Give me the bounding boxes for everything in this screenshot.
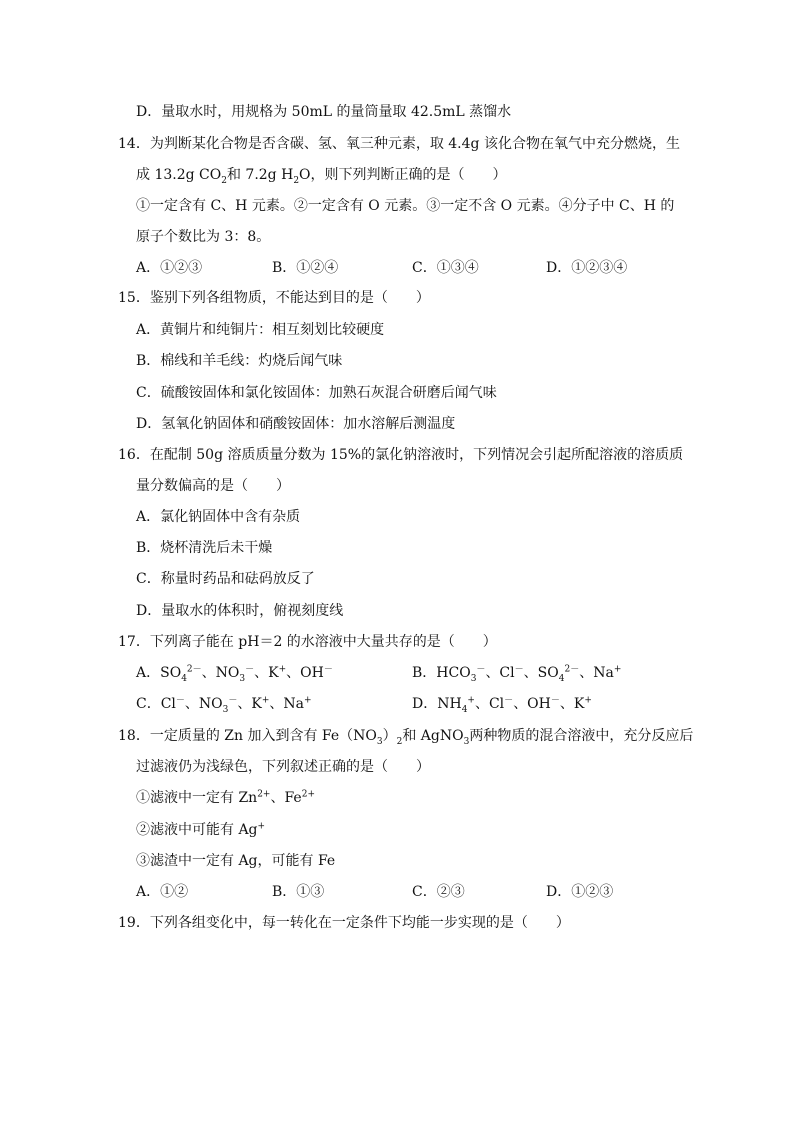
q14-option-c: C．①③④: [412, 260, 479, 276]
q15-option-b: B．棉线和羊毛线：灼烧后闻气味: [136, 353, 343, 369]
q17-a-9: 、OH: [286, 665, 324, 681]
q17-c-9: +: [304, 695, 312, 706]
q16-option-c: C．称量时药品和砝码放反了: [136, 571, 315, 587]
q17-option-d: [412, 694, 592, 714]
q15-stem: [118, 288, 430, 308]
q17-c-7: +: [261, 695, 270, 706]
q14-statements-line2: [136, 227, 270, 247]
q16-option-a: A．氯化钠固体中含有杂质: [136, 509, 301, 525]
q14-stem-2d: 2: [293, 175, 300, 186]
q17-d-8: 、K: [559, 696, 585, 712]
q17-c-8: 、Na: [269, 696, 305, 712]
q18-s1c: 、Fe: [270, 790, 302, 806]
q17-stem: [118, 632, 497, 652]
q17-c-3: 、NO: [184, 696, 223, 712]
q17-a-8: +: [278, 664, 287, 675]
q17-d-1: D．NH: [412, 696, 462, 712]
q17-option-b: [412, 663, 621, 683]
q18-1d: 2: [396, 736, 403, 747]
q16-option-d: D．量取水的体积时，俯视刻度线: [136, 603, 344, 619]
q17-c-2: －: [175, 695, 185, 706]
q14-stem-line2: [136, 165, 507, 185]
q18-stem-line2: 过滤液仍为浅绿色，下列叙述正确的是（ ）: [136, 759, 430, 775]
q18-statement-3: ③滤渣中一定有 Ag，可能有 Fe: [136, 853, 336, 869]
q14-number: 14．: [118, 136, 150, 152]
q19-stem-text: 下列各组变化中，每一转化在一定条件下均能一步实现的是（ ）: [149, 915, 570, 931]
q15-option-a: A．黄铜片和纯铜片：相互刻划比较硬度: [136, 322, 385, 338]
q18-statement-2: [136, 820, 265, 840]
q17-d-9: +: [584, 695, 592, 706]
q17-a-1: A．SO: [136, 665, 182, 681]
q17-a-4: 、NO: [201, 665, 240, 681]
q17-a-5: 3: [239, 673, 246, 684]
q17-c-6: 、K: [237, 696, 262, 712]
q18-s1b: 2+: [257, 789, 271, 800]
q17-a-7: 、K: [254, 665, 279, 681]
q17-a-3: 2－: [186, 664, 202, 675]
q14-stem-2a: 成 13.2g CO: [136, 167, 222, 183]
q17-a-10: －: [323, 664, 333, 675]
q15-number: 15．: [118, 290, 150, 306]
q18-s2a: ②滤液中可能有 Ag: [136, 822, 258, 838]
q17-a-6: －: [245, 664, 255, 675]
q17-b-9: 、Na: [579, 665, 614, 681]
q17-a-2: 4: [181, 673, 187, 684]
q16-stem-text1: 在配制 50g 溶质质量分数为 15%的氯化钠溶液时，下列情况会引起所配溶液的溶质质: [149, 447, 684, 463]
q18-1c: ）: [382, 728, 397, 744]
q17-b-10: +: [613, 664, 622, 675]
q18-s2b: +: [257, 821, 266, 832]
q17-d-6: 、OH: [513, 696, 551, 712]
q18-s1a: ①滤液中一定有 Zn: [136, 790, 258, 806]
q13-option-d: [136, 102, 511, 122]
q18-option-b: B．①③: [272, 884, 325, 900]
q18-option-a: A．①②: [136, 884, 189, 900]
q14-stem-2b: 2: [221, 175, 227, 186]
q17-b-6: 、SO: [523, 665, 559, 681]
q16-stem-line1: [118, 445, 683, 465]
q17-option-c: [136, 694, 312, 714]
q17-c-1: C．Cl: [136, 696, 176, 712]
q17-b-3: －: [476, 664, 486, 675]
q14-statements-line1: [136, 196, 674, 216]
q16-number: 16．: [118, 447, 150, 463]
q17-c-4: 3: [222, 704, 229, 715]
q14-stmt2: 原子个数比为 3：8。: [136, 229, 271, 245]
q14-stmt1: ①一定含有 C、H 元素。②一定含有 O 元素。③一定不含 O 元素。④分子中 C、H 的: [136, 198, 675, 214]
q18-1a: 一定质量的 Zn 加入到含有 Fe（NO: [149, 728, 377, 744]
q14-stem-2c: 和 7.2g H: [226, 167, 294, 183]
q14-option-a: A．①②③: [136, 260, 203, 276]
q15-option-c: C．硫酸铵固体和氯化铵固体：加熟石灰混合研磨后闻气味: [136, 385, 497, 401]
q17-stem-text: 下列离子能在 pH＝2 的水溶液中大量共存的是（ ）: [149, 634, 497, 650]
q13-option-d-text: D．量取水时，用规格为 50mL 的量筒量取 42.5mL 蒸馏水: [136, 104, 512, 120]
q18-stem-line1: [118, 726, 693, 746]
q18-number: 18．: [118, 728, 150, 744]
q18-1b: 3: [376, 736, 383, 747]
q14-option-d: D．①②③④: [546, 260, 628, 276]
q17-b-2: 3: [470, 673, 477, 684]
q17-b-7: 4: [558, 673, 565, 684]
q18-1e: 和 AgNO: [402, 728, 464, 744]
q17-c-5: －: [228, 695, 238, 706]
q18-statement-1: [136, 788, 315, 808]
q17-d-2: 4: [461, 704, 468, 715]
q17-d-5: －: [504, 695, 514, 706]
q18-option-c: C．②③: [412, 884, 465, 900]
q15-option-d: D．氢氧化钠固体和硝酸铵固体：加水溶解后测温度: [136, 416, 456, 432]
q16-option-b: B．烧杯清洗后未干燥: [136, 540, 273, 556]
q18-option-d: D．①②③: [546, 884, 614, 900]
q17-b-4: 、Cl: [485, 665, 515, 681]
q14-option-b: B．①②④: [272, 260, 339, 276]
q17-d-3: +: [467, 695, 475, 706]
q19-number: 19．: [118, 915, 150, 931]
q18-s1d: 2+: [301, 789, 315, 800]
q17-b-8: 2－: [564, 664, 580, 675]
q18-1f: 3: [463, 736, 470, 747]
q14-stem-text1: 为判断某化合物是否含碳、氢、氧三种元素，取 4.4g 该化合物在氧气中充分燃烧，生: [149, 136, 680, 152]
q19-stem: [118, 913, 570, 933]
q14-stem-line1: [118, 134, 680, 154]
q14-stem-2e: O，则下列判断正确的是（ ）: [299, 167, 507, 183]
q17-b-5: －: [514, 664, 524, 675]
q17-number: 17．: [118, 634, 150, 650]
q17-d-7: －: [550, 695, 560, 706]
q17-b-1: B．HCO: [412, 665, 471, 681]
q17-option-a: [136, 663, 333, 683]
q18-1g: 两种物质的混合溶液中，充分反应后: [469, 728, 694, 744]
q15-stem-text: 鉴别下列各组物质，不能达到目的是（ ）: [149, 290, 430, 306]
q16-stem-line2: 量分数偏高的是（ ）: [136, 478, 290, 494]
q17-d-4: 、Cl: [474, 696, 505, 712]
